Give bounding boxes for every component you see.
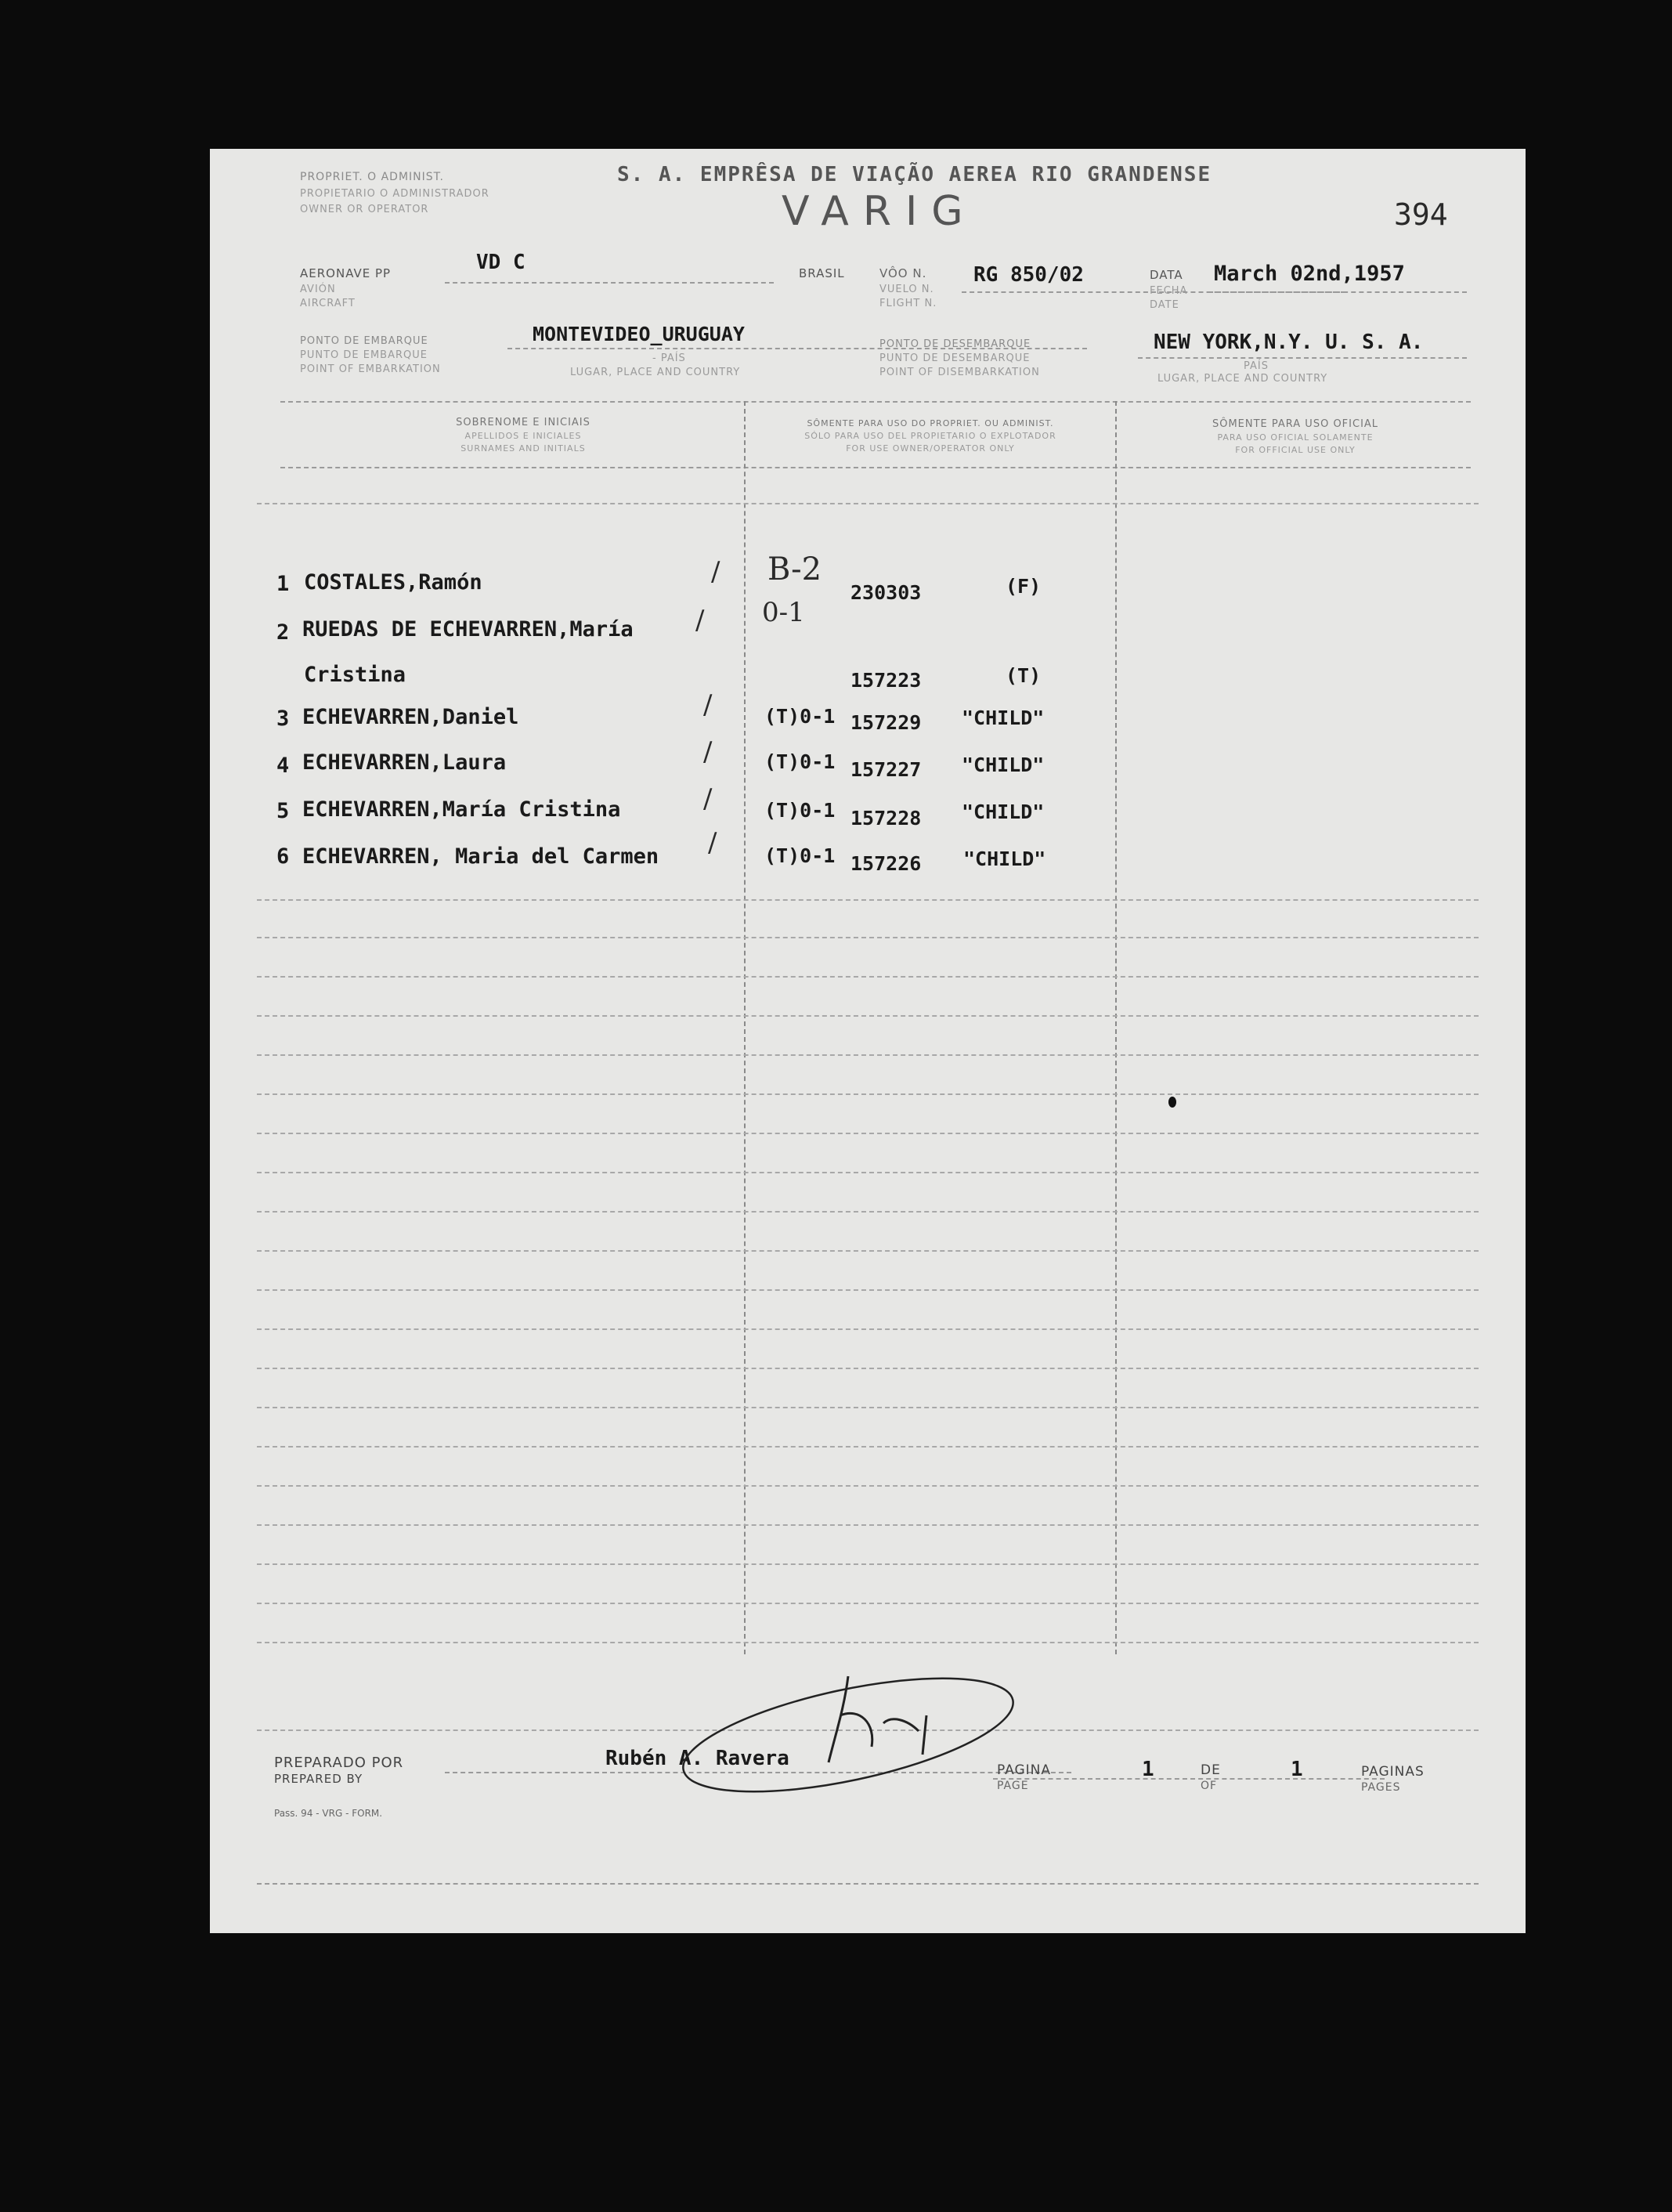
- paginas-label: PAGINAS: [1361, 1764, 1425, 1780]
- flight-label: VÔO N.: [879, 266, 927, 280]
- passenger-status: "CHILD": [963, 848, 1046, 870]
- ink-dot: [1168, 1097, 1176, 1108]
- embark-sub-place: LUGAR, PLACE AND COUNTRY: [570, 367, 741, 378]
- check-mark: /: [708, 827, 717, 858]
- passenger-status: "CHILD": [962, 801, 1045, 823]
- col-owner-es: SÓLO PARA USO DEL PROPIETARIO O EXPLOTADOR: [804, 431, 1056, 441]
- check-mark: /: [703, 783, 713, 815]
- paginas-label-en: PAGES: [1361, 1781, 1401, 1794]
- flight-value: RG 850/02: [973, 263, 1084, 287]
- passenger-number: 5: [276, 799, 290, 823]
- passenger-status: "CHILD": [962, 707, 1045, 729]
- ticket-code: 0-1: [762, 597, 805, 628]
- ticket-number: 230303: [850, 581, 922, 604]
- passenger-status: "CHILD": [962, 754, 1045, 776]
- aircraft-label-es: AVIÓN: [300, 284, 336, 295]
- passenger-status: (F): [1006, 575, 1042, 598]
- passenger-number: 2: [276, 620, 290, 645]
- passenger-name: ECHEVARREN,María Cristina: [302, 797, 621, 822]
- col-names-pt: SOBRENOME E INICIAIS: [456, 417, 590, 428]
- embark-label-en: POINT OF EMBARKATION: [300, 363, 441, 375]
- aircraft-label: AERONAVE PP: [300, 266, 392, 280]
- ticket-code: (T)0-1: [764, 750, 836, 773]
- ticket-code: (T)0-1: [764, 799, 836, 822]
- col-official-en: FOR OFFICIAL USE ONLY: [1235, 445, 1356, 455]
- aircraft-value: VD C: [476, 251, 525, 274]
- flight-label-en: FLIGHT N.: [879, 298, 937, 309]
- de-label: DE: [1201, 1762, 1221, 1778]
- date-label: DATA: [1150, 268, 1183, 282]
- pagina-label: PAGINA: [997, 1762, 1052, 1778]
- date-label-en: DATE: [1150, 299, 1179, 311]
- passenger-name: COSTALES,Ramón: [304, 570, 482, 595]
- signature-scribble: [648, 1661, 1118, 1802]
- col-official-es: PARA USO OFICIAL SOLAMENTE: [1217, 432, 1374, 443]
- owner-label-en: OWNER OR OPERATOR: [300, 204, 429, 215]
- check-mark: /: [695, 605, 705, 636]
- passenger-name: Cristina: [304, 663, 406, 687]
- passenger-name: ECHEVARREN, Maria del Carmen: [302, 844, 659, 869]
- col-names-es: APELLIDOS E INICIALES: [464, 431, 582, 441]
- ticket-code: (T)0-1: [764, 705, 836, 728]
- ticket-code: B-2: [767, 551, 822, 587]
- disembark-label-en: POINT OF DISEMBARKATION: [879, 367, 1040, 378]
- passenger-status: (T): [1006, 664, 1042, 687]
- passenger-number: 4: [276, 754, 290, 778]
- brand-logo: VARIG: [782, 188, 977, 235]
- disembark-sub-place: LUGAR, PLACE AND COUNTRY: [1157, 373, 1328, 385]
- passenger-name: ECHEVARREN,Laura: [302, 750, 507, 775]
- manifest-sheet: [210, 149, 1526, 1933]
- prepared-label: PREPARADO POR: [274, 1755, 404, 1771]
- de-label-en: OF: [1201, 1780, 1218, 1792]
- embark-sub-country: - PAÍS: [652, 352, 686, 364]
- country-label: BRASIL: [799, 266, 845, 280]
- owner-label-es: PROPIETARIO O ADMINISTRADOR: [300, 188, 489, 200]
- embark-label: PONTO DE EMBARQUE: [300, 335, 428, 347]
- aircraft-label-en: AIRCRAFT: [300, 298, 356, 309]
- ticket-number: 157226: [850, 852, 922, 875]
- ticket-number: 157223: [850, 669, 922, 692]
- check-mark: /: [703, 689, 713, 721]
- total-pages-value: 1: [1291, 1758, 1303, 1781]
- passenger-number: 6: [276, 844, 290, 869]
- col-owner-en: FOR USE OWNER/OPERATOR ONLY: [846, 443, 1015, 454]
- disembark-sub-country: PAÍS: [1244, 360, 1269, 372]
- page-value: 1: [1142, 1758, 1154, 1781]
- col-names-en: SURNAMES AND INITIALS: [460, 443, 586, 454]
- flight-label-es: VUELO N.: [879, 284, 934, 295]
- sheet-number: 394: [1394, 197, 1448, 232]
- col-owner-pt: SÔMENTE PARA USO DO PROPRIET. OU ADMINIST.: [807, 418, 1054, 428]
- pagina-label-en: PAGE: [997, 1780, 1029, 1792]
- disembark-label-es: PUNTO DE DESEMBARQUE: [879, 352, 1031, 364]
- embark-label-es: PUNTO DE EMBARQUE: [300, 349, 428, 361]
- check-mark: /: [703, 736, 713, 768]
- passenger-name: RUEDAS DE ECHEVARREN,María: [302, 617, 634, 642]
- passenger-number: 3: [276, 707, 290, 731]
- date-label-es: FECHA: [1150, 285, 1188, 297]
- prepared-by-value: Rubén A. Ravera: [605, 1747, 789, 1770]
- ticket-code: (T)0-1: [764, 844, 836, 867]
- ticket-number: 157227: [850, 758, 922, 781]
- form-code: Pass. 94 - VRG - FORM.: [274, 1808, 383, 1819]
- owner-label-pt: PROPRIET. O ADMINIST.: [300, 171, 444, 183]
- passenger-name: ECHEVARREN,Daniel: [302, 705, 519, 729]
- col-official-pt: SÔMENTE PARA USO OFICIAL: [1212, 418, 1379, 430]
- ticket-number: 157229: [850, 711, 922, 734]
- embark-value: MONTEVIDEO_URUGUAY: [533, 323, 745, 345]
- ticket-number: 157228: [850, 807, 922, 830]
- disembark-value: NEW YORK,N.Y. U. S. A.: [1154, 331, 1424, 354]
- check-mark: /: [711, 556, 720, 587]
- disembark-label: PONTO DE DESEMBARQUE: [879, 338, 1031, 350]
- prepared-label-en: PREPARED BY: [274, 1772, 363, 1786]
- passenger-number: 1: [276, 572, 290, 596]
- date-value: March 02nd,1957: [1214, 262, 1405, 286]
- company-name: S. A. EMPRÊSA DE VIAÇÃO AEREA RIO GRANDENSE: [617, 163, 1212, 186]
